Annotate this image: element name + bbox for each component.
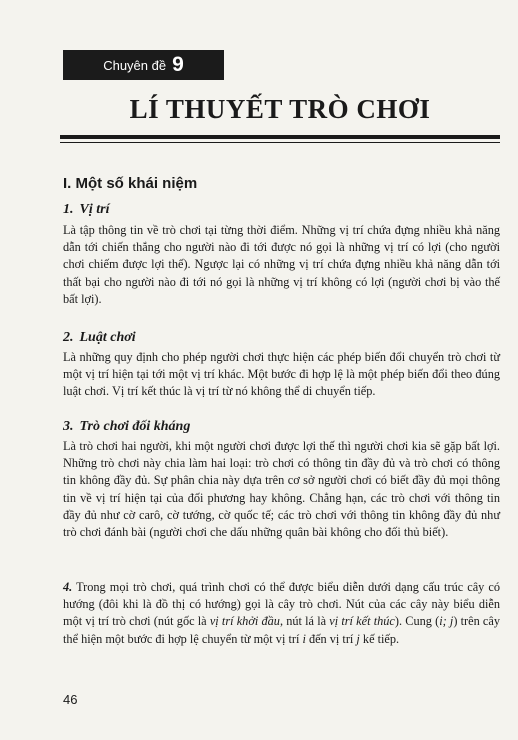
item4-number: 4. [63, 580, 73, 594]
subheading-adversarial-game [63, 419, 190, 435]
paragraph-position: Là tập thông tin về trò chơi tại từng thời điểm. Những vị trí chứa đựng nhiều khả năng dẫn tới chiến thắng cho người nào đi tới được nó gọi là những vị trí có lợi (cho người chơi chiếm được lợi thế). Ngược lại có những vị trí chứa đựng nhiều khả năng dẫn tới thất bại cho người nào đi tới nó gọi là những vị trí không có lợi (người chơi bị vào thế bất lợi). [63, 223, 500, 306]
section-heading: I. Một số khái niệm [63, 175, 198, 192]
title-rule-thin [60, 142, 500, 143]
paragraph-adversarial-game: Là trò chơi hai người, khi một người chơi được lợi thế thì người chơi kia sẽ gặp bất lợi. Những trò chơi này chia làm hai loại: trò chơi có thông tin đầy đủ và trò chơi có thông tin không đầy đủ. Sự phân chia này dựa trên cơ sở người chơi có biết đầy đủ mọi thông tin về vị trí hiện tại của đối phương hay không. Chẳng hạn, các trò chơi với thông tin đầy đủ như cờ carô, cờ tướng, cờ quốc tế; các trò chơi với thông tin không đầy đủ như trò chơi đánh bài (người chơi che dấu những quân bài không cho đối thủ biết). [63, 439, 500, 540]
subheading-number: 2. [63, 330, 74, 345]
subheading-position [63, 202, 109, 218]
paragraph-rules: Là những quy định cho phép người chơi thực hiện các phép biến đổi chuyển trò chơi từ một vị trí hiện tại tới một vị trí khác. Một bước đi hợp lệ là một phép biến đổi theo đúng luật chơi. Vị trí kết thúc là vị trí từ nó không thể di chuyển tiếp. [63, 350, 500, 399]
chapter-label [63, 50, 224, 80]
page-number: 46 [63, 692, 78, 707]
paragraph-game-tree: 4. Trong mọi trò chơi, quá trình chơi có thể được biểu diễn dưới dạng cấu trúc cây có hướng (đôi khi là đồ thị có hướng) gọi là cây trò chơi. Nút của các cây này biểu diễn một vị trí trò chơi (nút gốc là vị trí khởi đầu, nút lá là vị trí kết thúc). Cung (i; j) trên cây thể hiện một bước đi hợp lệ chuyển từ một vị trí i đến vị trí j kế tiếp. [63, 580, 500, 646]
subheading-rules [63, 330, 136, 346]
subheading-number: 3. [63, 419, 74, 434]
chapter-word: Chuyên đề [103, 57, 167, 73]
subheading-title: Trò chơi đối kháng [79, 419, 191, 434]
subheading-title: Vị trí [79, 202, 110, 217]
chapter-number: 9 [172, 53, 184, 76]
title-rule-thick [60, 135, 500, 139]
subheading-number: 1. [63, 202, 74, 217]
subheading-title: Luật chơi [79, 330, 136, 345]
page-title: LÍ THUYẾT TRÒ CHƠI [129, 94, 431, 124]
